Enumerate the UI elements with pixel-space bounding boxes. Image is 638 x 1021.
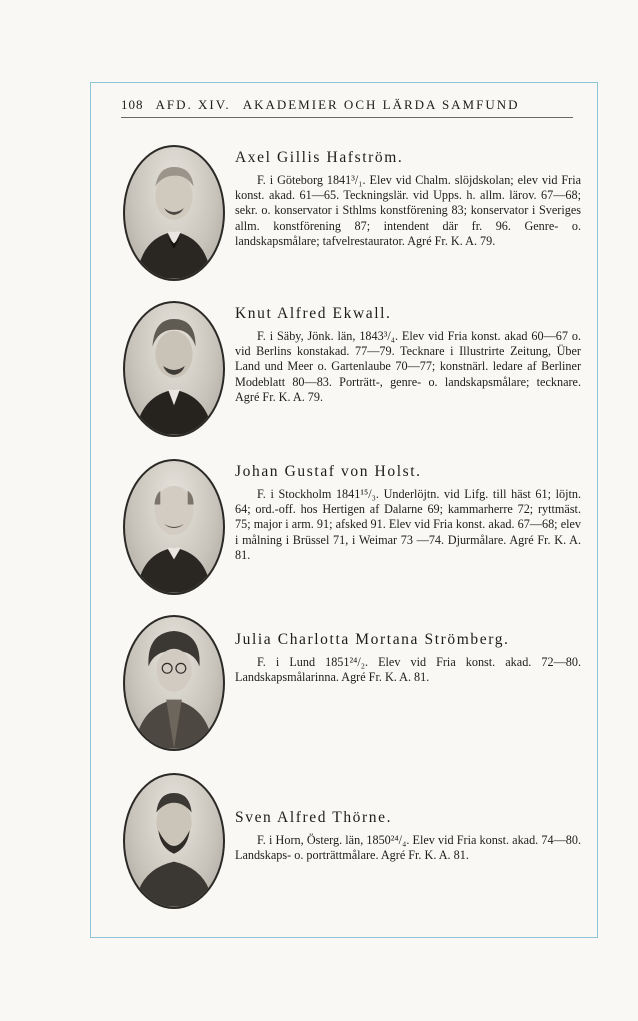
portrait-man-icon [125, 303, 223, 435]
biography-entry [123, 301, 583, 441]
biography-entry [123, 615, 583, 755]
portrait-photo [123, 773, 225, 909]
person-biography: F. i Lund 1851²⁴/₂. Elev vid Fria konst. akad. 72—80. Landskapsmålarinna. Agré Fr. K. A. 81. [235, 655, 581, 685]
portrait-photo [123, 615, 225, 751]
portrait-photo [123, 145, 225, 281]
page-number: 108 [121, 97, 144, 112]
entry-text [235, 773, 581, 863]
entry-text [235, 459, 581, 563]
portrait-man-icon [125, 461, 223, 593]
header-rule [121, 117, 573, 118]
person-biography: F. i Stockholm 1841¹⁵/₃. Underlöjtn. vid Lifg. till häst 61; löjtn. 64; ord.-off. hos Hertigen af Dalarne 69; kammarherre 72; ryttmäst. 75; major i arm. 91; afsked 91. Elev vid Fria konst. akad. 67—68; elev i målning i Brüssel 71, i Weimar 73 —74. Djurmålare. Agré Fr. K. A. 81. [235, 487, 581, 562]
page-frame [90, 82, 598, 938]
portrait-photo [123, 301, 225, 437]
section-title: AKADEMIER OCH LÄRDA SAMFUND [242, 97, 520, 112]
person-name: Julia Charlotta Mortana Strömberg. [235, 631, 510, 648]
entry-text [235, 615, 581, 685]
biography-entry [123, 773, 583, 913]
running-header [121, 97, 573, 113]
portrait-man-icon [125, 147, 223, 279]
person-name: Johan Gustaf von Holst. [235, 463, 422, 480]
person-biography: F. i Säby, Jönk. län, 1843³/₄. Elev vid Fria konst. akad 60—67 o. vid Berlins konstakad. 77—79. Tecknare i Illustrirte Zeitung, Über Land und Meer o. Gartenlaube 70—77; konstnärl. ledare af Berliner Modeblatt 80—83. Porträtt-, genre- o. landskapsmålare; tecknare. Agré Fr. K. A. 79. [235, 329, 581, 404]
person-biography: F. i Horn, Österg. län, 1850²⁴/₄. Elev vid Fria konst. akad. 74—80. Landskaps- o. porträttmålare. Agré Fr. K. A. 81. [235, 833, 581, 863]
entry-text [235, 301, 581, 405]
portrait-man-icon [125, 775, 223, 907]
biography-entry [123, 459, 583, 599]
person-name: Sven Alfred Thörne. [235, 809, 393, 826]
person-name: Axel Gillis Hafström. [235, 149, 404, 166]
portrait-photo [123, 459, 225, 595]
section-label: AFD. XIV. [155, 97, 231, 112]
person-biography: F. i Göteborg 1841³/₁. Elev vid Chalm. slöjdskolan; elev vid Fria konst. akad. 61—65. Teckningslär. vid Upps. h. allm. lärov. 67—68; sekr. o. konservator i Sthlms konstförening 83; konservator i Sveriges allm. konstförening 87; intendent där fr. 96. Genre- o. landskapsmålare; tafvelrestaurator. Agré Fr. K. A. 79. [235, 173, 581, 248]
portrait-woman-icon [125, 617, 223, 749]
entry-text [235, 145, 581, 249]
person-name: Knut Alfred Ekwall. [235, 305, 392, 322]
biography-entry [123, 145, 583, 285]
